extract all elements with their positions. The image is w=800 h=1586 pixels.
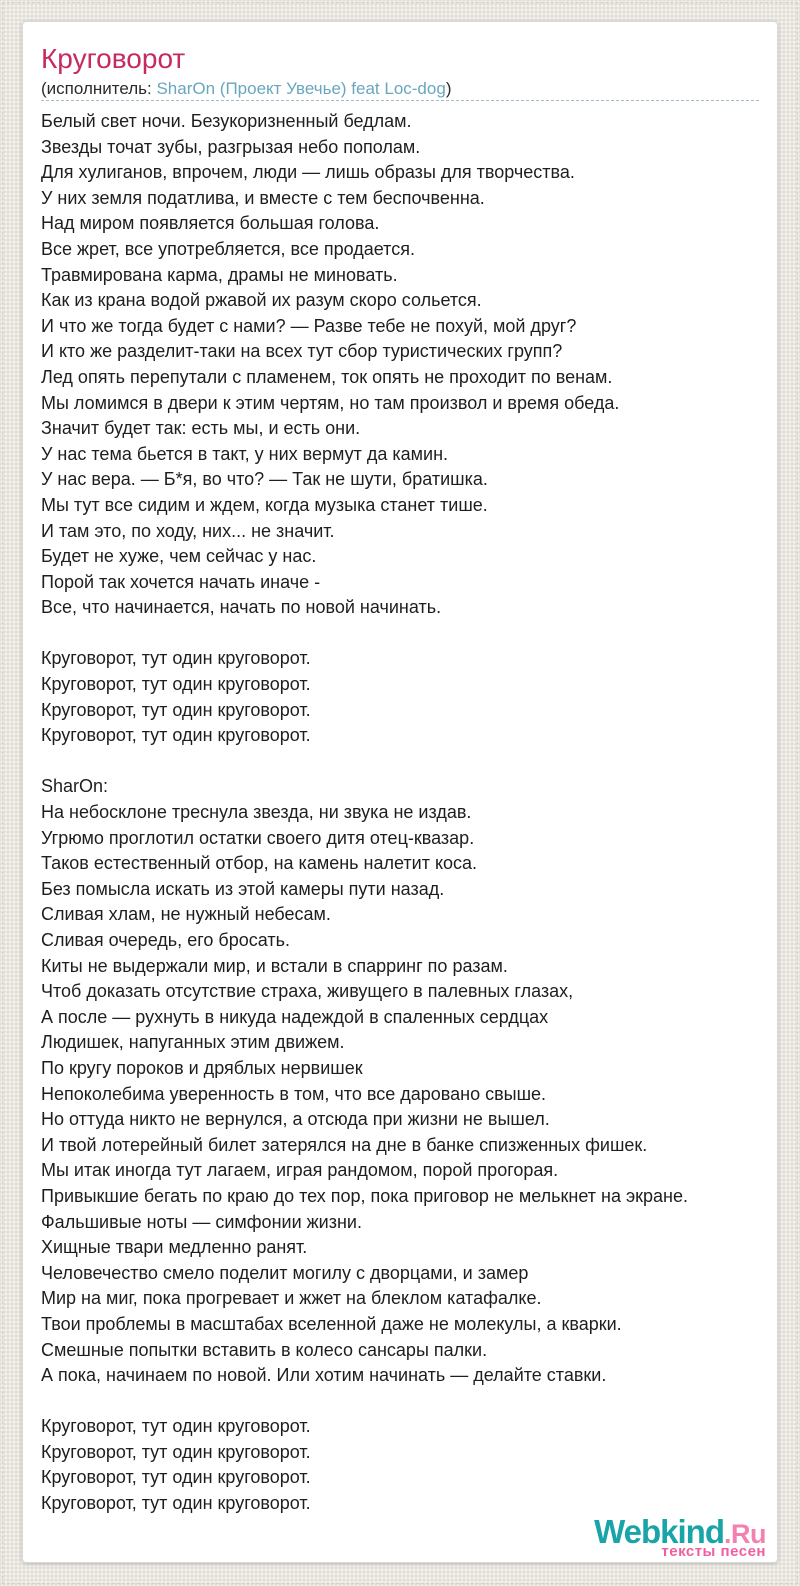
stanza [41, 1414, 759, 1516]
webkind-logo-ru: .Ru [724, 1519, 766, 1549]
lyric-line: Круговорот, тут один круговорот. [41, 725, 311, 746]
lyric-line: Значит будет так: есть мы, и есть они. [41, 418, 361, 439]
lyric-line: Фальшивые ноты — симфонии жизни. [41, 1211, 362, 1232]
lyric-line: Травмирована карма, драмы не миновать. [41, 264, 398, 285]
lyric-line: И твой лотерейный билет затерялся на дне в банке спизженных фишек. [41, 1134, 648, 1155]
lyric-line: Круговорот, тут один круговорот. [41, 1416, 311, 1437]
lyric-line: И что же тогда будет с нами? — Разве тебе не похуй, мой друг? [41, 315, 577, 336]
lyric-line: Непоколебима уверенность в том, что все даровано свыше. [41, 1083, 547, 1104]
lyric-line: Без помысла искать из этой камеры пути назад. [41, 878, 445, 899]
performer-link[interactable]: SharOn (Проект Увечье) feat Loc-dog [156, 79, 446, 98]
stanza [41, 774, 759, 1388]
lyric-line: У них земля податлива, и вместе с тем беспочвенна. [41, 187, 485, 208]
lyric-line: У нас вера. — Б*я, во что? — Так не шути, братишка. [41, 469, 488, 490]
lyric-line: Человечество смело поделит могилу с дворцами, и замер [41, 1262, 529, 1283]
lyric-line: Твои проблемы в масштабах вселенной даже не молекулы, а кварки. [41, 1313, 622, 1334]
lyric-line: Смешные попытки вставить в колесо сансары палки. [41, 1339, 488, 1360]
lyric-line: Киты не выдержали мир, и встали в спарринг по разам. [41, 955, 508, 976]
song-title: Круговорот [41, 43, 186, 74]
lyrics [41, 109, 759, 1517]
lyric-line: У нас тема бьется в такт, у них вермут да камин. [41, 443, 449, 464]
lyric-line: Мы итак иногда тут лагаем, играя рандомом, порой прогорая. [41, 1160, 559, 1181]
header-separator [41, 100, 759, 101]
performer-line [41, 79, 759, 99]
lyric-line: Круговорот, тут один круговорот. [41, 1467, 311, 1488]
lyric-line: А после — рухнуть в никуда надеждой в спаленных сердцах [41, 1006, 549, 1027]
lyric-line: Сливая очередь, его бросать. [41, 930, 290, 950]
lyric-line: На небосклоне треснула звезда, ни звука не издав. [41, 802, 472, 823]
performer-prefix: (исполнитель: [41, 79, 157, 98]
lyric-line: Угрюмо проглотил остатки своего дитя отец-квазар. [41, 827, 475, 848]
stanza [41, 109, 759, 621]
stanza [41, 646, 759, 748]
content-card [22, 21, 778, 1563]
webkind-logo-text: Webkind [594, 1513, 724, 1550]
lyric-line: SharOn: [41, 776, 109, 797]
webkind-logo-tagline: тексты песен [661, 1543, 766, 1560]
lyric-line: Круговорот, тут один круговорот. [41, 674, 311, 695]
lyric-line: Людишек, напуганных этим движем. [41, 1032, 345, 1053]
lyric-line: Хищные твари медленно ранят. [41, 1237, 308, 1258]
lyric-line: Чтоб доказать отсутствие страха, живущего в палевных глазах, [41, 981, 574, 1002]
lyric-line: Мы тут все сидим и ждем, когда музыка станет тише. [41, 494, 488, 515]
lyric-line: Порой так хочется начать иначе - [41, 571, 321, 592]
lyric-line: А пока, начинаем по новой. Или хотим начинать — делайте ставки. [41, 1365, 607, 1386]
performer-suffix: ) [445, 79, 452, 98]
lyric-line: Мир на миг, пока прогревает и жжет на блеклом катафалке. [41, 1288, 542, 1309]
lyric-line: Лед опять перепутали с пламенем, ток опять не проходит по венам. [41, 366, 613, 387]
lyric-line: Круговорот, тут один круговорот. [41, 1493, 311, 1514]
webkind-logo-link[interactable] [594, 1515, 766, 1561]
lyric-line: Мы ломимся в двери к этим чертям, но там произвол и время обеда. [41, 392, 620, 413]
lyric-line: Круговорот, тут один круговорот. [41, 699, 311, 720]
lyric-line: Все жрет, все употребляется, все продается. [41, 238, 415, 259]
lyric-line: И кто же разделит-таки на всех тут сбор туристических групп? [41, 341, 563, 362]
lyric-line: Но оттуда никто не вернулся, а отсюда при жизни не вышел. [41, 1109, 550, 1130]
lyric-line: Будет не хуже, чем сейчас у нас. [41, 546, 317, 567]
lyric-line: Как из крана водой ржавой их разум скоро сольется. [41, 290, 482, 311]
lyric-line: Сливая хлам, не нужный небесам. [41, 904, 331, 925]
lyric-line: Для хулиганов, впрочем, люди — лишь образы для творчества. [41, 162, 575, 183]
lyric-line: Таков естественный отбор, на камень налетит коса. [41, 853, 478, 874]
lyric-line: Над миром появляется большая голова. [41, 213, 380, 234]
lyric-line: Круговорот, тут один круговорот. [41, 648, 311, 669]
lyric-line: По кругу пороков и дряблых нервишек [41, 1057, 363, 1078]
lyric-line: Белый свет ночи. Безукоризненный бедлам. [41, 111, 412, 131]
lyric-line: Звезды точат зубы, разгрызая небо пополам. [41, 136, 421, 157]
lyric-line: Все, что начинается, начать по новой начинать. [41, 597, 442, 618]
lyric-line: Круговорот, тут один круговорот. [41, 1441, 311, 1462]
lyric-line: Привыкшие бегать по краю до тех пор, пока приговор не мелькнет на экране. [41, 1185, 689, 1206]
lyric-line: И там это, по ходу, них... не значит. [41, 520, 335, 541]
